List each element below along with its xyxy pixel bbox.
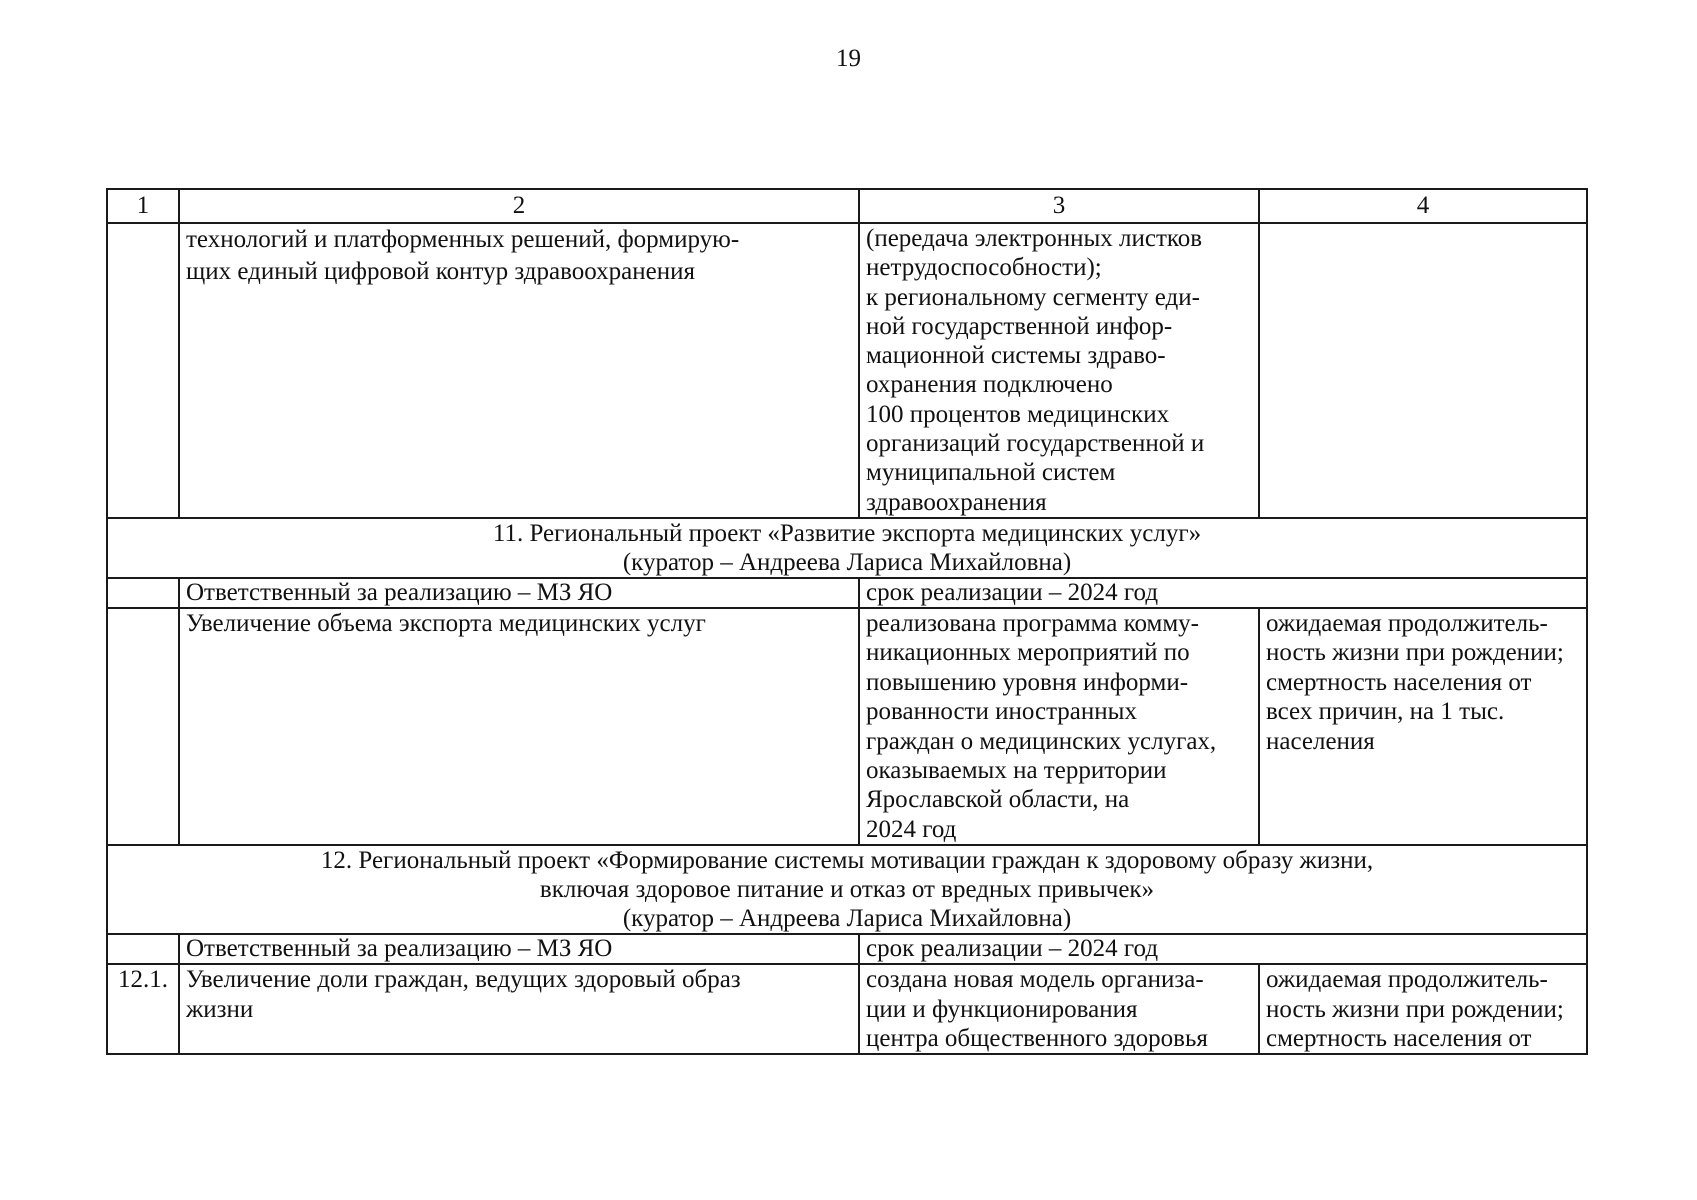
table-row-12-1 [107,964,1587,1054]
table-row-continued [107,223,1587,518]
row-number-cell [107,578,179,608]
task-cell [179,223,859,518]
result-cell [859,608,1259,845]
result-line: здравоохранения [866,488,1047,516]
result-line: охранения подключено [866,371,1113,399]
table-header-row [107,189,1587,223]
section-title-12 [107,845,1587,934]
result-line: ции и функционирования [866,995,1138,1023]
indicator-line: смертность населения от [1266,668,1532,696]
result-line: к региональному сегменту еди- [866,283,1200,311]
result-line: 2024 год [866,815,957,843]
section-title-row-11 [107,518,1587,578]
section-title-line: 11. Региональный проект «Развитие экспорта медицинских услуг» [492,519,1202,547]
result-line: оказываемых на территории [866,757,1167,784]
result-line: 100 процентов медицинских [866,400,1170,428]
indicator-line: смертность населения от [1266,1025,1532,1053]
section-title-row-12 [107,845,1587,934]
plan-table [106,188,1588,1055]
row-number-cell [107,934,179,964]
result-line: (передача электронных листков [866,225,1203,252]
result-line: реализована программа комму- [866,609,1200,637]
result-line: муниципальной систем [866,459,1116,487]
task-cell [179,964,859,1054]
result-line: создана новая модель организа- [866,966,1204,994]
task-line: Увеличение доли граждан, ведущих здоровый образ [186,966,741,994]
section-title-line: 12. Региональный проект «Формирование системы мотивации граждан к здоровому образу жизни, [320,847,1374,875]
indicator-cell [1259,608,1587,845]
result-line: никационных мероприятий по [866,639,1190,667]
result-cell [859,223,1259,518]
task-line: технологий и платформенных решений, формирую- [186,226,740,253]
responsible-cell: Ответственный за реализацию – МЗ ЯО [179,934,859,964]
section-title-11 [107,518,1587,578]
header-cell-4: 4 [1259,189,1587,223]
result-line: центра общественного здоровья [866,1025,1208,1053]
result-line: нетрудоспособности); [866,254,1102,282]
responsible-row-12 [107,934,1587,964]
result-line: мационной системы здраво- [866,342,1166,370]
section-title-line: (куратор – Андреева Лариса Михайловна) [622,548,1072,576]
term-cell: срок реализации – 2024 год [859,578,1587,608]
indicator-line: ность жизни при рождении; [1266,639,1564,667]
task-line: щих единый цифровой контур здравоохранения [186,258,695,285]
result-line: Ярославской области, на [866,786,1130,814]
task-cell [179,608,859,845]
result-line: ной государственной инфор- [866,312,1173,340]
result-line: граждан о медицинских услугах, [866,727,1217,755]
indicator-line: ожидаемая продолжитель- [1266,609,1548,637]
result-line: организаций государственной и [866,430,1205,458]
header-cell-3: 3 [859,189,1259,223]
row-number-cell [107,608,179,845]
row-number-cell: 12.1. [107,964,179,1054]
header-cell-1: 1 [107,189,179,223]
page-number: 19 [836,45,861,72]
task-line: жизни [186,995,254,1023]
indicator-cell [1259,223,1587,518]
section-title-line: (куратор – Андреева Лариса Михайловна) [622,905,1072,933]
responsible-cell: Ответственный за реализацию – МЗ ЯО [179,578,859,608]
indicator-line: всех причин, на 1 тыс. [1266,698,1505,726]
indicator-line: ность жизни при рождении; [1266,995,1564,1023]
term-cell: срок реализации – 2024 год [859,934,1587,964]
indicator-cell [1259,964,1587,1054]
result-cell [859,964,1259,1054]
result-line: повышению уровня информи- [866,668,1189,696]
task-line: Увеличение объема экспорта медицинских услуг [186,609,706,637]
row-number-cell [107,223,179,518]
indicator-line: населения [1266,727,1375,755]
header-cell-2: 2 [179,189,859,223]
indicator-line: ожидаемая продолжитель- [1266,966,1548,994]
responsible-row-11 [107,578,1587,608]
section-title-line: включая здоровое питание и отказ от вредных привычек» [539,876,1155,904]
result-line: рованности иностранных [866,698,1137,726]
table-row-11 [107,608,1587,845]
